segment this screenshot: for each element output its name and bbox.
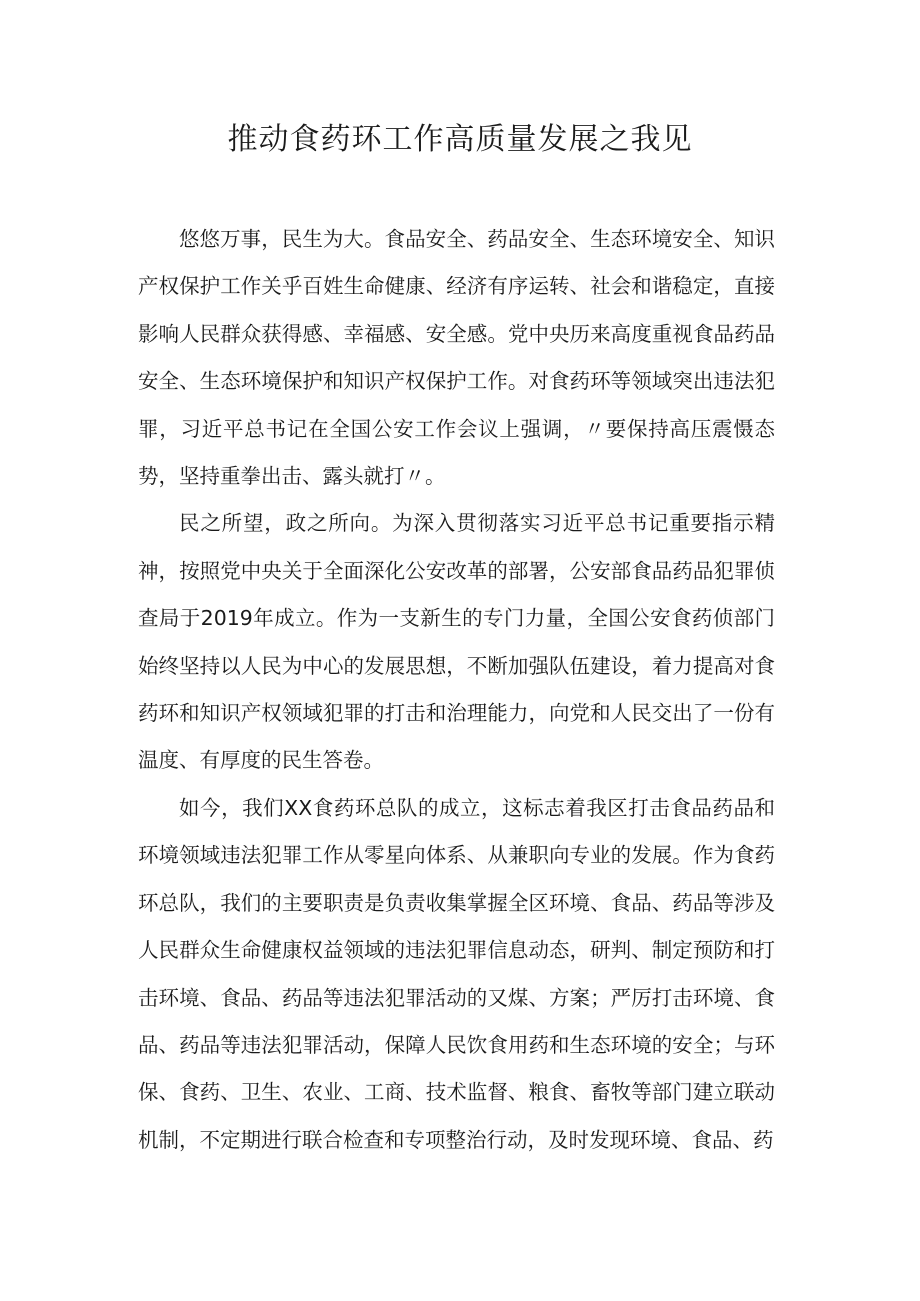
paragraph-3: 如今，我们XX食药环总队的成立，这标志着我区打击食品药品和环境领域违法犯罪工作从零星向体系、从兼职向专业的发展。作为食药环总队，我们的主要职责是负责收集掌握全区环境、食品、药品等涉及人民群众生命健康权益领域的违法犯罪信息动态，研判、制定预防和打击环境、食品、药品等违法犯罪活动的又煤、方案；严厉打击环境、食品、药品等违法犯罪活动，保障人民饮食用药和生态环境的安全；与环保、食药、卫生、农业、工商、技术监督、粮食、畜牧等部门建立联动机制，不定期进行联合检查和专项整治行动，及时发现环境、食品、药 — [138, 795, 775, 1152]
paragraph-2: 民之所望，政之所向。为深入贯彻落实习近平总书记重要指示精神，按照党中央关于全面深化公安改革的部署，公安部食品药品犯罪侦查局于2019年成立。作为一支新生的专门力量，全国公安食药侦部门始终坚持以人民为中心的发展思想，不断加强队伍建设，着力提高对食药环和知识产权领域犯罪的打击和治理能力，向党和人民交出了一份有温度、有厚度的民生答卷。 — [138, 511, 775, 773]
document-title: 推动食药环工作高质量发展之我见 — [227, 122, 693, 157]
paragraph-1: 悠悠万事，民生为大。食品安全、药品安全、生态环境安全、知识产权保护工作关乎百姓生命健康、经济有序运转、社会和谐稳定，直接影响人民群众获得感、幸福感、安全感。党中央历来高度重视食品药品安全、生态环境保护和知识产权保护工作。对食药环等领域突出违法犯罪，习近平总书记在全国公安工作会议上强调，〃要保持高压震慑态势，坚持重拳出击、露头就打〃。 — [138, 227, 775, 489]
document-body — [138, 216, 775, 1164]
